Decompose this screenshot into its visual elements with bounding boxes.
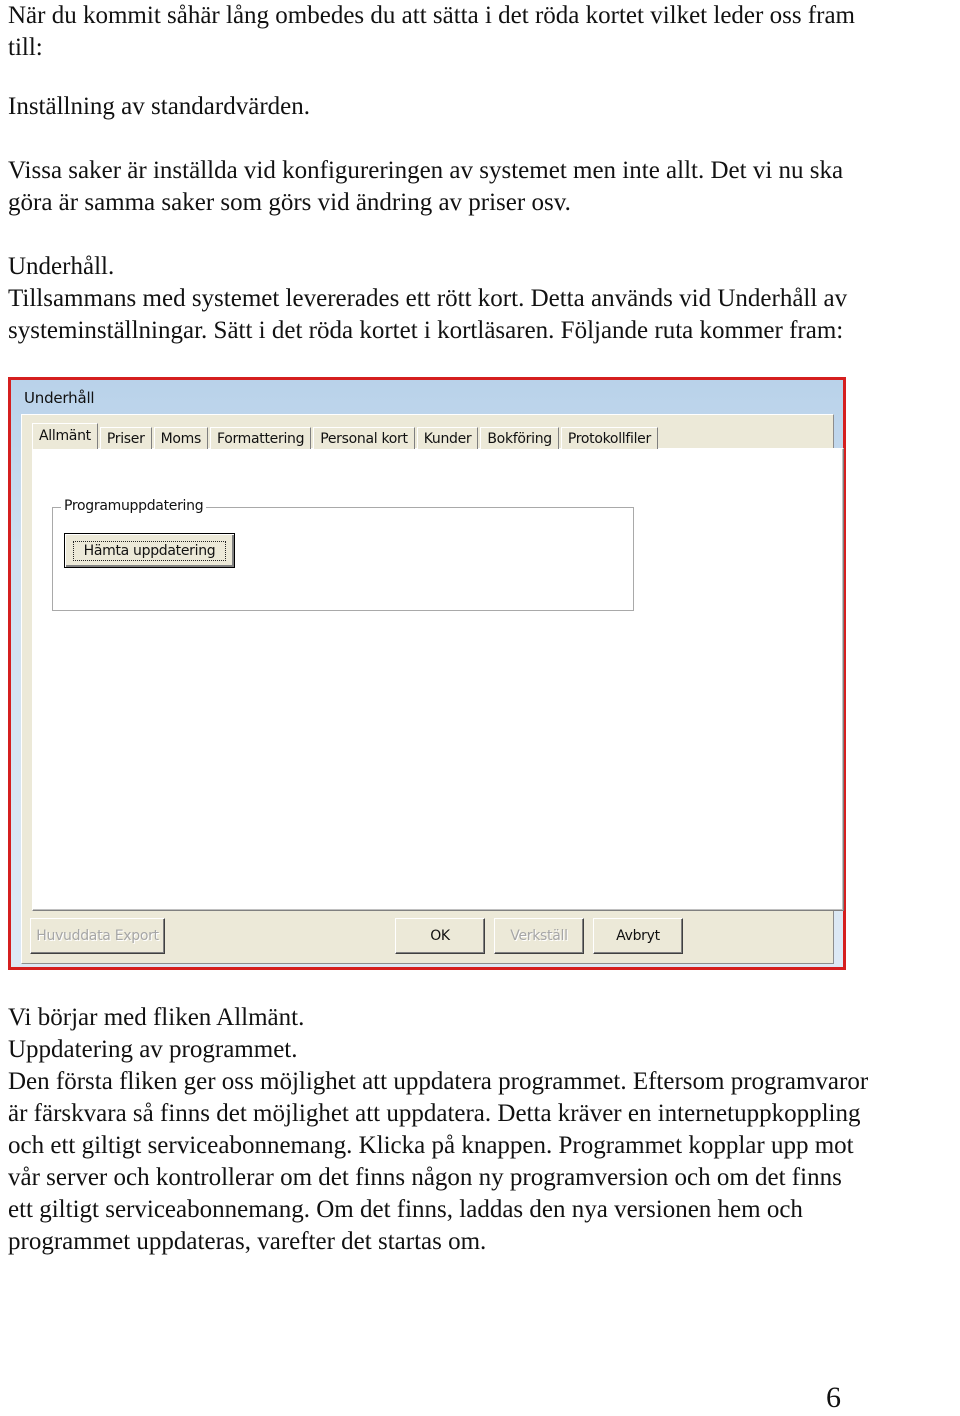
intro-paragraph-2: Vissa saker är inställda vid konfigureringen av systemet men inte allt. Det vi nu ska göra är samma saker som görs vid ändring av priser osv. [8,157,844,216]
tab-panel-allmant [32,448,844,911]
tab-allmant[interactable]: Allmänt [32,423,98,449]
tab-bokforing[interactable]: Bokföring [480,427,558,449]
dialog-button-bar [22,911,833,965]
tab-moms[interactable]: Moms [154,427,208,449]
intro-paragraph-maintenance: Underhåll. Tillsammans med systemet levererades ett rött kort. Detta används vid Underhåll av systeminställningar. Sätt i det röda kortet i kortläsaren. Följande ruta kommer fram: [8,253,848,344]
fetch-update-label: Hämta uppdatering [73,541,227,561]
body-paragraph: Vi börjar med fliken Allmänt. Uppdatering av programmet. Den första fliken ger oss möjlighet att uppdatera programmet. Eftersom programvaror är färskvara så finns det möjlighet att uppdatera. Detta kräver en internetuppkoppling och ett giltigt serviceabonnemang. Klicka på knappen. Programmet kopplar upp mot vår server och kontrollerar om det finns någon ny programversion och om det finns ett giltigt serviceabonnemang. Om det finns, laddas den nya versionen hem och programmet uppdateras, varefter det startas om. [8,1004,869,1255]
tab-kunder[interactable]: Kunder [417,427,479,449]
cancel-button[interactable]: Avbryt [593,918,683,954]
tab-priser[interactable]: Priser [100,427,152,449]
page-number: 6 [826,1381,841,1414]
apply-button[interactable]: Verkställ [494,918,584,954]
dialog-title: Underhåll [24,389,95,407]
dialog-screenshot [8,377,846,970]
fetch-update-button[interactable] [64,533,235,568]
dialog-client-area [21,414,834,964]
tab-strip [32,423,660,449]
tab-personal-kort[interactable]: Personal kort [313,427,414,449]
tab-protokollfiler[interactable]: Protokollfiler [561,427,658,449]
export-button[interactable]: Huvuddata Export [30,918,165,954]
tab-formattering[interactable]: Formattering [210,427,311,449]
ok-button[interactable]: OK [395,918,485,954]
intro-heading-standard-values: Inställning av standardvärden. [8,93,310,120]
intro-paragraph-1: När du kommit såhär lång ombedes du att sätta i det röda kortet vilket leder oss fram till: [8,2,855,61]
group-label: Programuppdatering [61,498,206,514]
